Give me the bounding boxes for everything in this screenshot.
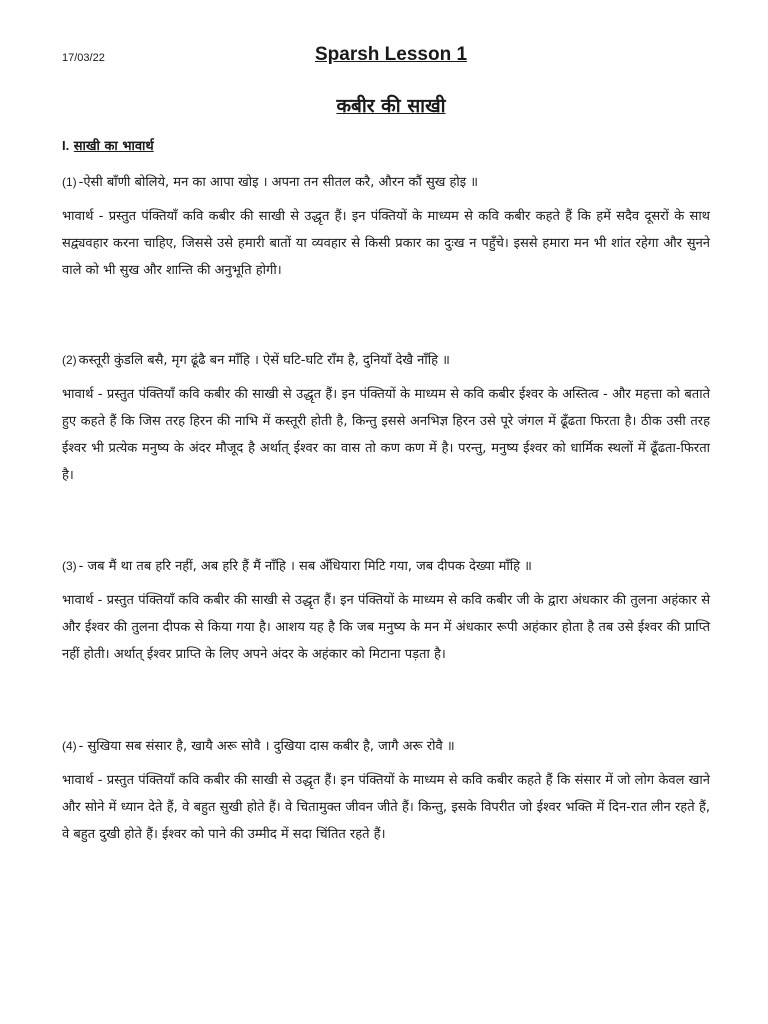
saakhi-item-3 (62, 556, 710, 668)
couplet-number: (1) (62, 175, 77, 189)
saakhi-item-1 (62, 172, 710, 284)
document-title: Sparsh Lesson 1 (314, 44, 468, 65)
saakhi-item-2 (62, 350, 710, 489)
bhavarth-paragraph: भावार्थ - प्रस्तुत पंक्तियाँ कवि कबीर की साखी से उद्धृत हैं। इन पंक्तियों के माध्यम से कवि कबीर कहते हैं कि संसार में जो लोग केवल खाने और सोने में ध्यान देते हैं, वे बहुत सुखी होते हैं। वे चितामुक्त जीवन जीते हैं। किन्तु, इसके विपरीत जो ईश्वर भक्ति में दिन-रात लीन रहते हैं, वे बहुत दुखी होते हैं। ईश्वर को पाने की उम्मीद में सदा चिंतित रहते हैं। (62, 773, 710, 842)
couplet-number: (4) (62, 739, 77, 753)
couplet-text: - सुखिया सब संसार है, खायै अरू सोवै । दुखिया दास कबीर है, जागै अरू रोवै ॥ (78, 739, 455, 754)
bhavarth-paragraph: भावार्थ - प्रस्तुत पंक्तियाँ कवि कबीर की साखी से उद्धृत हैं। इन पंक्तियों के माध्यम से कवि कबीर ईश्वर के अस्तित्व - और महत्ता को बताते हुए कहते हैं कि जिस तरह हिरन की नाभि में कस्तूरी होती है, किन्तु इससे अनभिज्ञ हिरन उसे पूरे जंगल में ढूँढता फिरता है। ठीक उसी तरह ईश्वर भी प्रत्येक मनुष्य के अंदर मौजूद है अर्थात् ईश्वर का वास तो कण कण में है। परन्तु, मनुष्य ईश्वर को धार्मिक स्थलों में ढूँढता-फिरता है। (62, 387, 710, 483)
section-heading-text: साखी का भावार्थ (73, 139, 154, 154)
couplet-line (62, 556, 710, 577)
document-subtitle: कबीर की साखी (336, 95, 446, 117)
bhavarth-paragraph: भावार्थ - प्रस्तुत पंक्तियाँ कवि कबीर की साखी से उद्धृत हैं। इन पंक्तियों के माध्यम से कवि कबीर जी के द्वारा अंधकार की तुलना अहंकार से और ईश्वर की तुलना दीपक से किया गया है। आशय यह है कि जब मनुष्य के मन में अंधकार रूपी अहंकार होता है तब उसे ईश्वर की प्राप्ति नहीं होती। अर्थात् ईश्वर प्राप्ति के लिए अपने अंदर के अहंकार को मिटाना पड़ता है। (62, 593, 710, 662)
couplet-number: (3) (62, 559, 77, 573)
section-number: I. (62, 138, 70, 153)
bhavarth-paragraph: भावार्थ - प्रस्तुत पंक्तियाँ कवि कबीर की साखी से उद्धृत हैं। इन पंक्तियों के माध्यम से कवि कबीर कहते हैं कि हमें सदैव दूसरों के साथ सद्व्यवहार करना चाहिए, जिससे उसे हमारी बातों या व्यवहार से किसी प्रकार का दुःख न पहुँचे। इससे हमारा मन भी शांत रहेगा और सुनने वाले को भी सुख और शान्ति की अनुभूति होगी। (62, 209, 710, 278)
saakhi-item-4 (62, 736, 710, 848)
couplet-number: (2) (62, 353, 77, 367)
couplet-text: कस्तूरी कुंडलि बसै, मृग ढूंढै बन माँहि । ऐसें घटि-घटि राँम है, दुनियाँ देखै नाँहि ॥ (78, 353, 450, 368)
couplet-line (62, 350, 710, 371)
couplet-line (62, 736, 710, 757)
couplet-text: - जब मैं था तब हरि नहीं, अब हरि हैं मैं नाँहि । सब अँधियारा मिटि गया, जब दीपक देख्या माँहि ॥ (78, 559, 532, 574)
document-date: 17/03/22 (62, 52, 105, 64)
couplet-line (62, 172, 710, 193)
section-heading (62, 136, 154, 154)
couplet-text: -ऐसी बाँणी बोलिये, मन का आपा खोइ । अपना तन सीतल करै, औरन कौं सुख होइ ॥ (78, 175, 479, 190)
